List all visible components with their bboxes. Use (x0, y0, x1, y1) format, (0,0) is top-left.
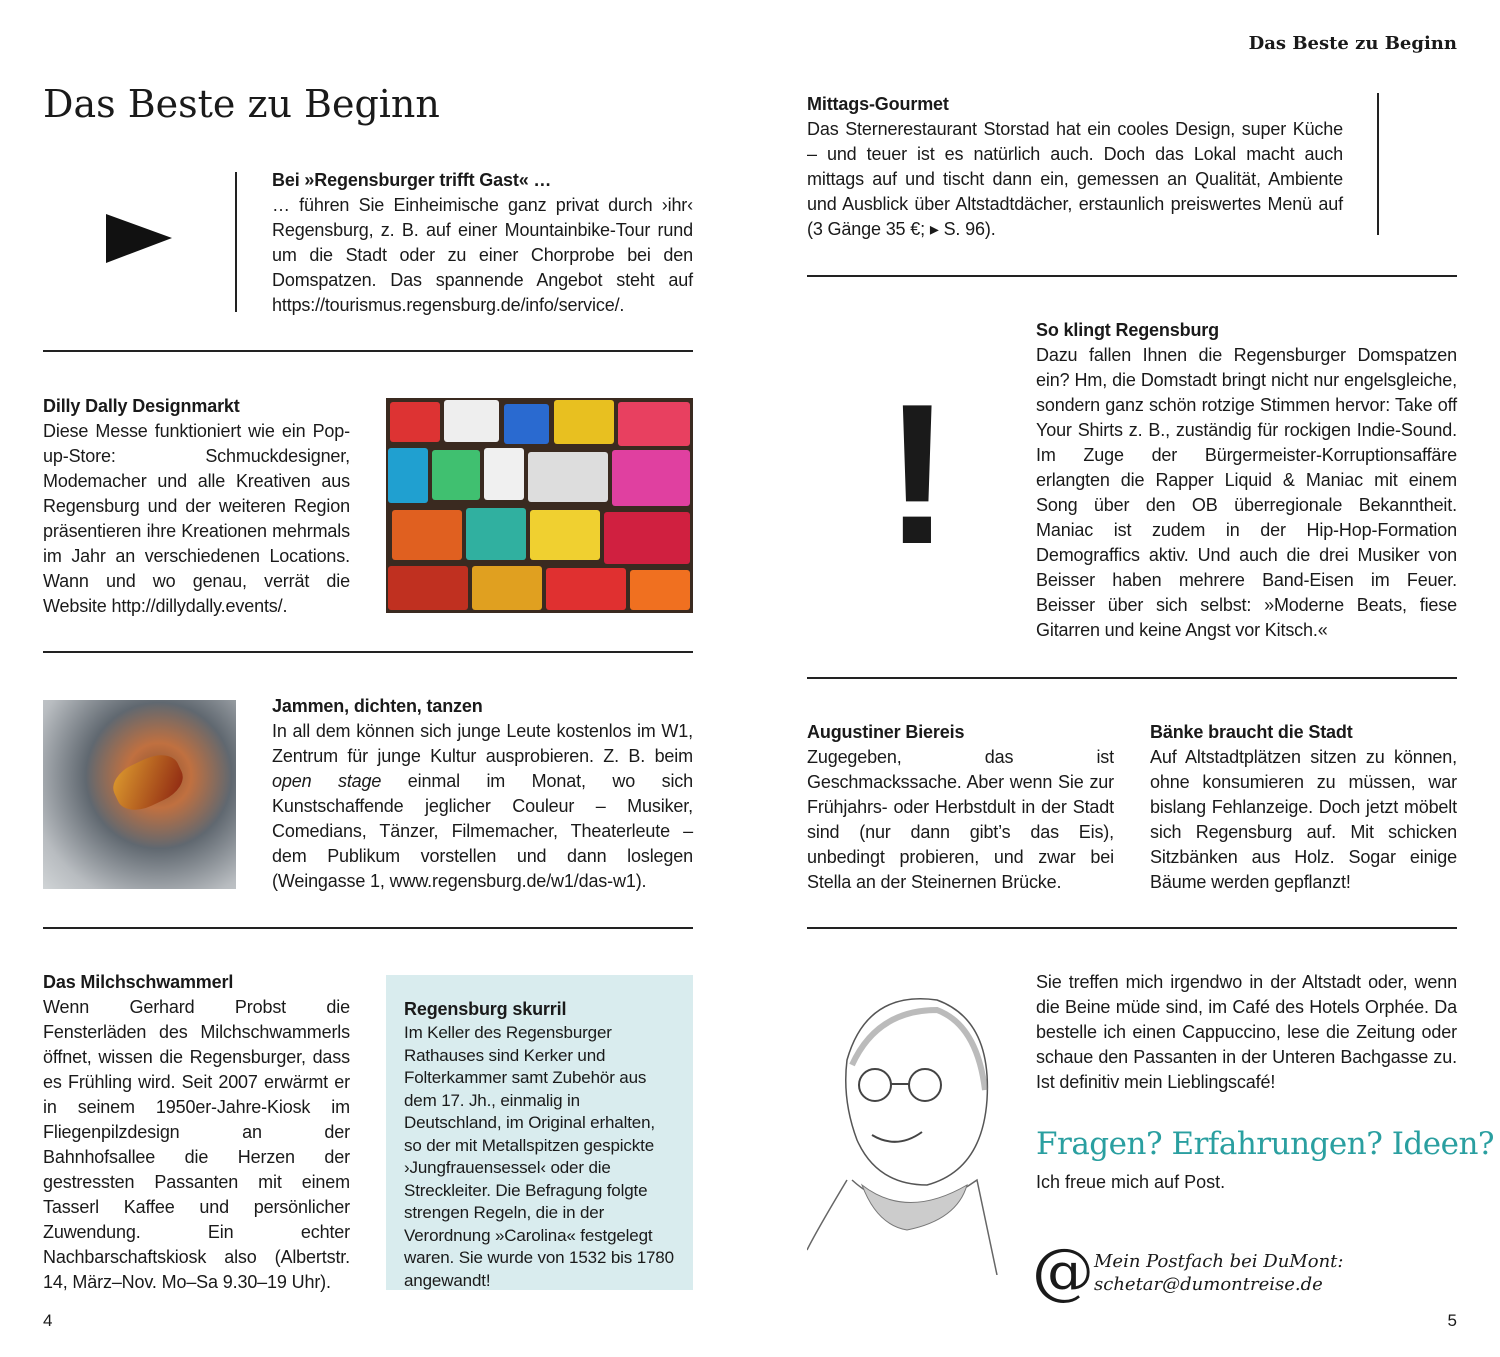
divider (43, 927, 693, 929)
item-regensburger-trifft-gast (272, 168, 693, 318)
item-body: Wenn Gerhard Probst die Fensterläden des Milchschwammerls öffnet, wissen die Regensburger, dass es Frühling wird. Seit 2007 erwärmt er in seinem 1950er-Jahre-Kiosk im Fliegenpilzdesign an der Bahnhofsallee die Herzen der gestressten Passanten mit einem Tasserl Kaffee und persönlicher Zuwendung. Ein echter Nachbarschaftskiosk also (Albertstr. 14, März–Nov. Mo–Sa 9.30–19 Uhr). (43, 997, 350, 1292)
divider (807, 275, 1457, 277)
email-link[interactable]: schetar@dumontreise.de (1094, 1274, 1323, 1295)
divider (807, 927, 1457, 929)
page-title: Das Beste zu Beginn (43, 82, 440, 126)
sidebar-box (386, 975, 693, 1290)
box-heading: Regensburg skurril (404, 999, 567, 1019)
item-dilly-dally (43, 394, 350, 619)
item-milchschwammerl (43, 970, 350, 1295)
cta-heading: Fragen? Erfahrungen? Ideen? (1036, 1126, 1495, 1162)
item-body: Das Sternerestaurant Storstad hat ein cooles Design, super Küche – und teuer ist es natürlich auch. Doch das Lokal macht auch mittags auf und tischt dann ein, gemessen an Qualität, Ambiente und Ausblick über Altstadtdächer, erstaunlich preiswertes Menü auf (3 Gänge 35 €; ▸ S. 96). (807, 119, 1343, 239)
guitarist-photo (43, 700, 236, 889)
vertical-rule (235, 172, 237, 312)
item-heading: Augustiner Biereis (807, 722, 965, 742)
item-heading: Bänke braucht die Stadt (1150, 722, 1353, 742)
item-jammen (272, 694, 693, 894)
running-header: Das Beste zu Beginn (1248, 33, 1457, 54)
item-heading: Mittags-Gourmet (807, 94, 949, 114)
vertical-rule (1377, 93, 1379, 235)
item-mittags-gourmet (807, 92, 1343, 242)
item-body: Zugegeben, das ist Geschmackssache. Aber wenn Sie zur Frühjahrs- oder Herbstdult in der Stadt sind (nur dann gibt’s das Eis), unbedingt probieren, und zwar bei Stella an der Steinernen Brücke. (807, 747, 1114, 892)
box-body: Im Keller des Regensburger Rathauses sind Kerker und Folterkammer samt Zubehör aus dem 17. Jh., einmalig in Deutschland, im Original erhalten, so der mit Metallspitzen gespickte ›Jungfrauensessel‹ oder die Streckleiter. Die Befragung folgte strengen Regeln, die in der Verordnung »Carolina« festgelegt waren. Sie wurde von 1532 bis 1780 angewandt! (404, 1023, 674, 1290)
play-triangle-icon (106, 214, 174, 264)
item-heading: So klingt Regensburg (1036, 320, 1220, 340)
exclamation-mark-icon: ! (884, 363, 951, 586)
divider (43, 350, 693, 352)
page-number-left: 4 (43, 1311, 53, 1330)
divider (807, 677, 1457, 679)
item-body (272, 719, 693, 894)
item-body: Auf Altstadtplätzen sitzen zu können, ohne konsumieren zu müssen, war bislang Fehlanzeige. Doch jetzt möbelt sich Regensburg auf. Mit schicken Sitzbänken aus Holz. Sogar einige Bäume werden gepflanzt! (1150, 747, 1457, 892)
item-baenke (1150, 720, 1457, 895)
item-body: … führen Sie Einheimische ganz privat durch ›ihr‹ Regensburg, z. B. auf einer Mountainbike-Tour rund um die Stadt oder zu einer Chorprobe bei den Domspatzen. Das spannende Angebot steht auf https://tourismus.regensburg.de/info/service/. (272, 195, 693, 315)
item-augustiner-biereis (807, 720, 1114, 895)
author-note-body: Sie treffen mich irgendwo in der Altstadt oder, wenn die Beine müde sind, im Café des Hotels Orphée. Da bestelle ich einen Cappuccino, lese die Zeitung oder schaue den Passanten in der Unteren Bachgasse zu. Ist definitiv mein Lieblingscafé! (1036, 972, 1457, 1092)
divider (43, 651, 693, 653)
item-body-text: In all dem können sich junge Leute kostenlos im W1, Zentrum für junge Kultur ausprobieren. Z. B. beim (272, 721, 693, 766)
item-body: Diese Messe funktioniert wie ein Pop-up-Store: Schmuckdesigner, Modemacher und alle Kreativen aus Regensburg und der weiteren Region präsentieren ihre Kreationen mehrmals im Jahr an verschiedenen Locations. Wann und wo genau, verrät die Website http://dillydally.events/. (43, 421, 350, 616)
mail-label: Mein Postfach bei DuMont: (1094, 1251, 1344, 1272)
item-heading: Bei »Regensburger trifft Gast« … (272, 170, 552, 190)
contact-block (1094, 1250, 1343, 1296)
item-heading: Dilly Dally Designmarkt (43, 396, 240, 416)
item-heading: Das Milchschwammerl (43, 972, 234, 992)
author-portrait-sketch (807, 980, 1002, 1275)
item-body: Dazu fallen Ihnen die Regensburger Domspatzen ein? Hm, die Domstadt bringt nicht nur engelsgleiche, sondern ganz schön rotzige Stimmen hervor: Take off Your Shirts z. B., zuständig für rockigen Indie-Sound. Im Zuge der Bürgermeister-Korruptionsaffäre erlangten die Rapper Liquid & Maniac mit einem Song über den OB überregionale Bekanntheit. Maniac ist zudem in der Hip-Hop-Formation Demograffics aktiv. Und auch die drei Musiker von Beisser haben mehrere Band-Eisen im Feuer. Beisser über sich selbst: »Moderne Beats, fiese Gitarren und keine Angst vor Kitsch.« (1036, 345, 1457, 640)
colorful-tiles-photo (386, 398, 693, 613)
page-number-right: 5 (1447, 1311, 1457, 1330)
at-sign-icon: @ (1032, 1234, 1094, 1307)
cta-subline: Ich freue mich auf Post. (1036, 1172, 1226, 1192)
item-body-italic: open stage (272, 771, 382, 791)
author-note (1036, 970, 1457, 1095)
item-body-text: einmal im Monat, wo sich Kunstschaffende jeglicher Couleur – Musiker, Comedians, Tänzer, Filmemacher, Theaterleute – dem Publikum vorstellen und dann loslegen (Weingasse 1, www.regensburg.de/w1/das-w1). (272, 771, 693, 891)
item-heading: Jammen, dichten, tanzen (272, 696, 483, 716)
item-so-klingt-regensburg (1036, 318, 1457, 643)
